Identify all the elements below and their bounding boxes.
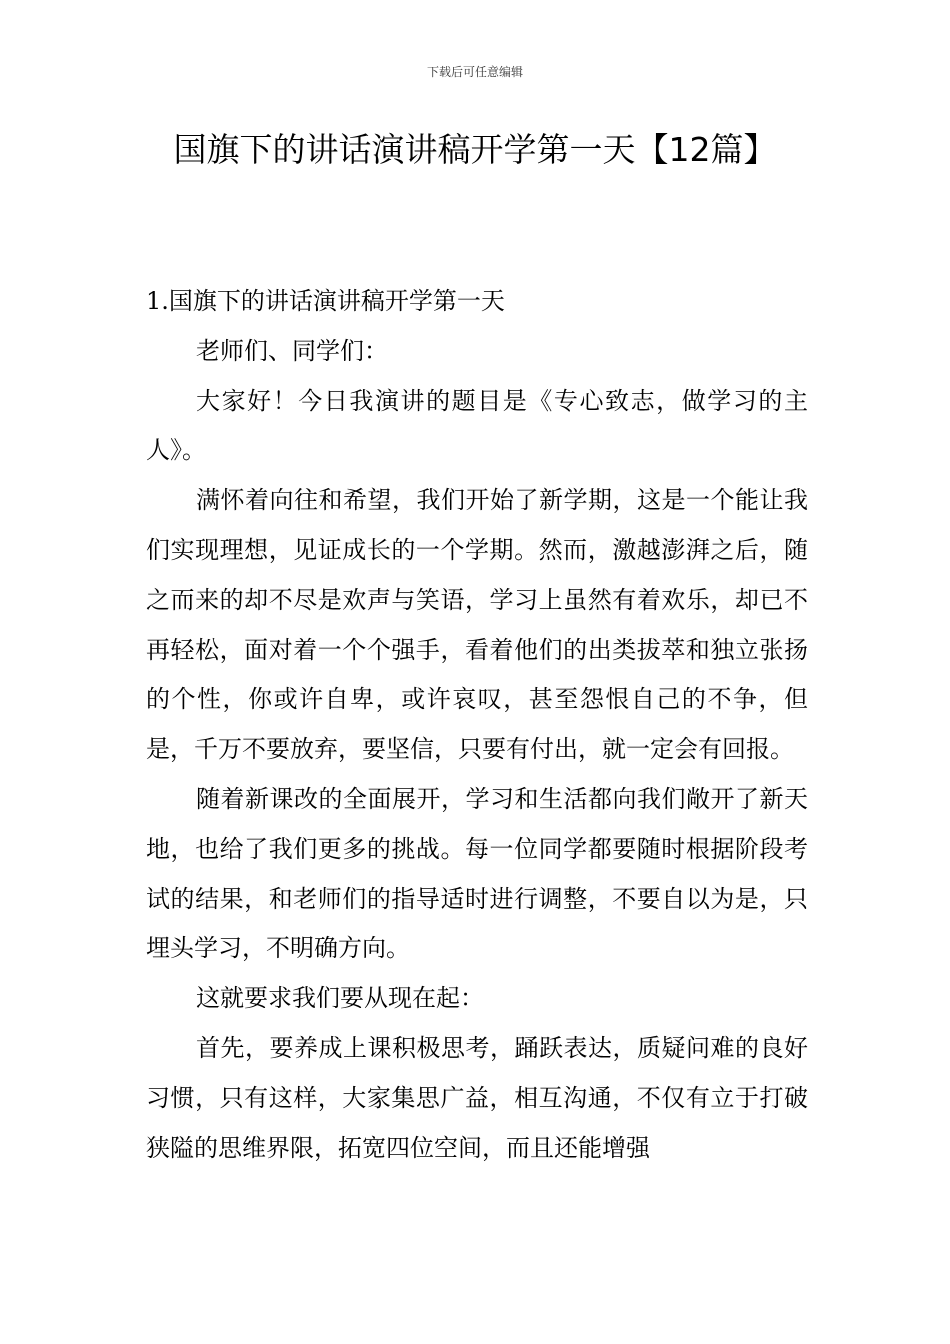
paragraph: 首先，要养成上课积极思考，踊跃表达，质疑问难的良好习惯，只有这样，大家集思广益，相互沟通，不仅有立于打破狭隘的思维界限，拓宽四位空间，而且还能增强 — [146, 1033, 808, 1162]
paragraph-greeting: 老师们、同学们： — [196, 336, 388, 365]
paragraph: 这就要求我们要从现在起： — [196, 984, 484, 1013]
document-title: 国旗下的讲话演讲稿开学第一天【12篇】 — [173, 130, 777, 169]
paragraph: 满怀着向往和希望，我们开始了新学期，这是一个能让我们实现理想，见证成长的一个学期。然而，激越澎湃之后，随之而来的却不尽是欢声与笑语，学习上虽然有着欢乐，却已不再轻松，面对着一个个强手，看着他们的出类拔萃和独立张扬的个性，你或许自卑，或许哀叹，甚至怨恨自己的不争，但是，千万不要放弃，要坚信，只要有付出，就一定会有回报。 — [146, 486, 808, 764]
document-body — [146, 277, 808, 1173]
section-heading: 1.国旗下的讲话演讲稿开学第一天 — [146, 287, 505, 315]
header-note: 下载后可任意编辑 — [426, 65, 523, 79]
paragraph-intro: 大家好！今日我演讲的题目是《专心致志，做学习的主人》。 — [146, 386, 808, 465]
paragraph: 随着新课改的全面展开，学习和生活都向我们敞开了新天地，也给了我们更多的挑战。每一位同学都要随时根据阶段考试的结果，和老师们的指导适时进行调整，不要自以为是，只埋头学习，不明确方向。 — [146, 784, 808, 963]
